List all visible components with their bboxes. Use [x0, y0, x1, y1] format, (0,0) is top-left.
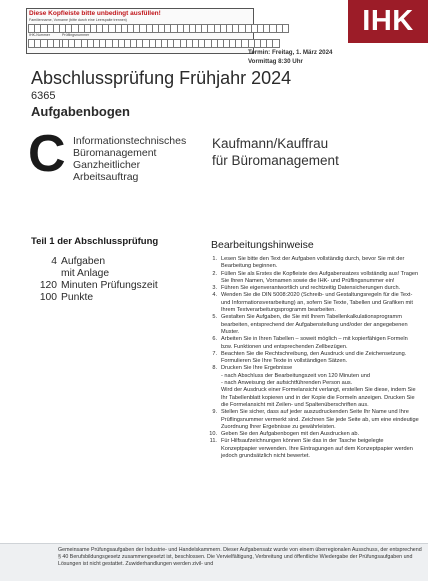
fact-row [31, 292, 158, 304]
hinweis-item [206, 285, 420, 292]
hinweis-number: 10. [209, 431, 217, 438]
name-field[interactable] [28, 24, 289, 33]
hinweis-item [206, 373, 420, 380]
ihk-number-field[interactable] [28, 39, 66, 48]
hinweis-item [206, 314, 420, 336]
fact-text: Aufgaben [61, 256, 106, 267]
fact-number: 100 [39, 292, 57, 303]
hinweis-text: Wird der Ausdruck einer Formelansicht verlangt, erstellen Sie diese, indem Sie Ihr Tabellenblatt kopieren und in der Kopie die Formeln anzeigen. Drucken Sie die Formelansicht mit Zeilen- und Spaltenüberschriften aus. [221, 387, 416, 408]
ihk-logo: IHK [348, 0, 428, 43]
fact-row [31, 280, 158, 292]
fact-row [31, 268, 158, 280]
fact-text: mit Anlage [61, 268, 110, 279]
fact-number: 4 [51, 256, 57, 267]
hinweis-text: Drucken Sie Ihre Ergebnisse [221, 365, 293, 372]
hinweis-number [206, 380, 217, 387]
module-name-line: Arbeitsauftrag [73, 171, 139, 183]
module-letter: C [28, 125, 66, 183]
aufgabenbogen-heading: Aufgabenbogen [31, 104, 130, 119]
exam-facts [31, 256, 158, 304]
fact-number [31, 268, 57, 280]
beruf-line: für Büromanagement [212, 153, 339, 168]
hinweis-text: - nach Abschluss der Bearbeitungszeit von 120 Minuten und [221, 372, 370, 379]
module-name-line: Büromanagement [73, 147, 157, 159]
hinweis-text: Arbeiten Sie in Ihren Tabellen – soweit möglich – mit kopierfähigen Formeln bzw. Funktionen und entsprechenden Zellbezügen. [221, 336, 408, 350]
module-name [73, 135, 186, 183]
name-field-label: Familienname, Vorname (bitte durch eine Leerspalte trennen) [29, 18, 127, 22]
hinweis-number: 1. [212, 256, 217, 262]
exam-code: 6365 [31, 90, 56, 102]
hinweis-number: 3. [212, 285, 217, 292]
hinweis-item [206, 351, 420, 366]
hinweise-list [206, 256, 420, 460]
hinweis-number: 7. [212, 350, 217, 357]
hinweis-item [206, 292, 420, 314]
hinweis-item [206, 387, 420, 409]
hinweise-heading: Bearbeitungshinweise [211, 239, 314, 251]
module-name-line: Ganzheitlicher [73, 159, 141, 171]
hinweis-text: Beachten Sie die Rechtschreibung, den Ausdruck und die Zeichensetzung. Formulieren Sie Ihre Texte in vollständigen Sätzen. [221, 350, 407, 365]
hinweis-number [206, 387, 217, 409]
fact-text: Punkte [61, 292, 94, 303]
header-warning: Diese Kopfleiste bitte unbedingt ausfüllen! [29, 10, 161, 17]
hinweis-text: Gestalten Sie Aufgaben, die Sie mit Ihrem Tabellenkalkulationsprogramm bearbeiten, entsprechend der Aufgabenstellung und/oder der angegebenen Muster. [221, 314, 408, 335]
hinweis-number: 6. [212, 336, 217, 343]
hinweis-item [206, 380, 420, 387]
hinweis-text: Für Hilfsaufzeichnungen können Sie das in der Tasche beigelegte Konzeptpapier verwenden. Ihre Eintragungen auf dem Konzeptpapier werden jedoch grundsätzlich nicht bewertet. [221, 438, 413, 460]
hinweis-text: Stellen Sie sicher, dass auf jeder auszudruckenden Seite Ihr Name und Ihre Prüflingsnummer vermerkt sind. Zeichnen Sie jede Seite ab, um eine eindeutige Zuordnung Ihrer Ergebnisse zu gewährleisten. [221, 409, 419, 430]
hinweis-number [206, 373, 217, 380]
hinweis-item [206, 431, 420, 438]
pruefling-number-label: Prüflingsnummer [62, 33, 90, 37]
hinweis-item [206, 409, 420, 431]
termin-line: Termin: Freitag, 1. März 2024 [248, 49, 333, 56]
hinweis-number: 11. [209, 438, 217, 445]
hinweis-number: 4. [212, 292, 217, 299]
hinweis-number: 9. [212, 409, 217, 416]
hinweis-number: 8. [212, 365, 217, 372]
hinweis-text: Füllen Sie als Erstes die Kopfleiste des Aufgabensatzes vollständig aus! Tragen Sie Ihren Namen, Vornamen sowie die IHK- und Prüflingsnummer ein! [221, 270, 419, 284]
hinweis-number: 2. [212, 270, 217, 277]
fact-row [31, 256, 158, 268]
teil-heading: Teil 1 der Abschlussprüfung [31, 236, 159, 247]
hinweis-item [206, 438, 420, 460]
hinweis-text: - nach Anweisung der aufsichtführenden Person aus. [221, 380, 353, 387]
hinweis-text: Geben Sie den Aufgabenbogen mit den Ausdrucken ab. [221, 431, 360, 438]
hinweis-item [206, 256, 420, 271]
hinweis-text: Lesen Sie bitte den Text der Aufgaben vollständig durch, bevor Sie mit der Bearbeitung beginnen. [221, 256, 405, 270]
exam-date [248, 48, 332, 66]
beruf-line: Kaufmann/Kauffrau [212, 136, 329, 151]
hinweis-item [206, 365, 420, 372]
beruf-name [212, 135, 339, 169]
hinweis-item [206, 271, 420, 286]
vormittag-line: Vormittag 8:30 Uhr [248, 58, 303, 65]
footer-text: Gemeinsame Prüfungsaufgaben der Industrie- und Handelskammern. Dieser Aufgabensatz wurde von einem überregionalen Ausschuss, der entsprechend § 40 Berufsbildungsgesetz zusammengesetzt ist, beschlossen. Die Vervielfältigung, Verbreitung und öffentliche Wiedergabe der Prüfungsaufgaben und Lösungen ist nicht gestattet. Zuwiderhandlungen werden zivil- und [58, 547, 422, 568]
hinweis-number: 5. [212, 314, 217, 321]
hinweis-text: Wenden Sie die DIN 5008:2020 (Schreib- und Gestaltungsregeln für die Text- und Informationsverarbeitung) an, sofern Sie Texte, Tabellen und Grafiken mit Ihrem Textverarbeitungsprogramm bearbeiten. [221, 292, 413, 314]
hinweis-item [206, 336, 420, 351]
pruefling-number-field[interactable] [62, 39, 280, 48]
fact-text: Minuten Prüfungszeit [61, 280, 158, 291]
exam-title: Abschlussprüfung Frühjahr 2024 [31, 68, 292, 88]
module-name-line: Informationstechnisches [73, 135, 187, 147]
ihk-number-label: IHK-Nummer [29, 33, 50, 37]
hinweis-text: Führen Sie eigenverantwortlich und rechtzeitig Datensicherungen durch. [221, 285, 401, 292]
fact-number: 120 [39, 280, 57, 291]
